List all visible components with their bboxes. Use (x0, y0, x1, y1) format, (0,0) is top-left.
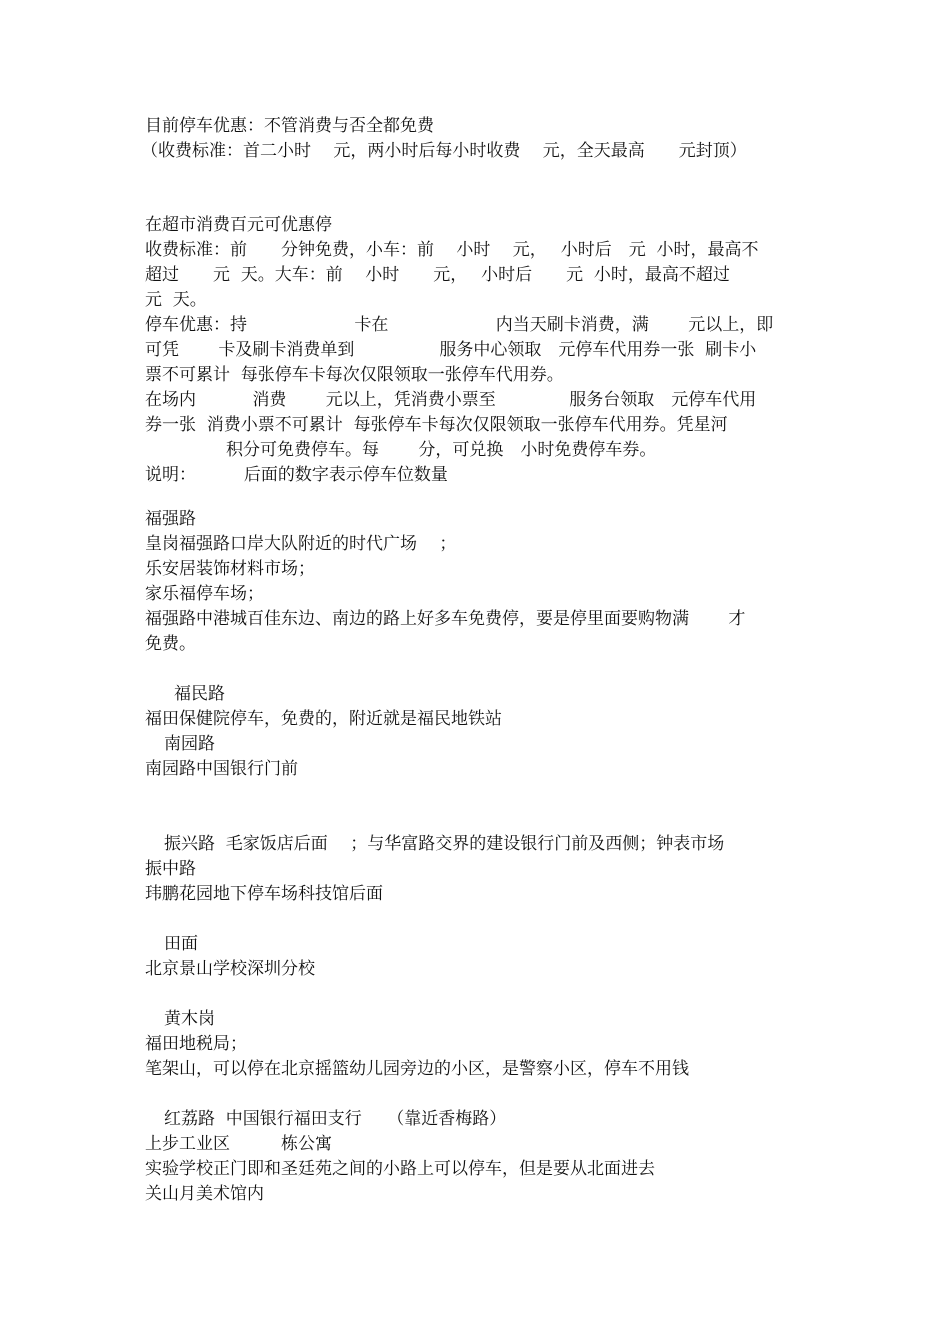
text-line: 可凭 卡及刷卡消费单到 服务中心领取 元停车代用券一张 刷卡小 (145, 340, 757, 360)
text-line: 在超市消费百元可优惠停 (145, 215, 332, 235)
text-line: 元 天。 (145, 290, 207, 310)
text-line: 说明： 后面的数字表示停车位数量 (145, 465, 448, 485)
section-heading: 红荔路 中国银行福田支行 （靠近香梅路） (164, 1109, 507, 1129)
text-line: 笔架山，可以停在北京摇篮幼儿园旁边的小区，是警察小区，停车不用钱 (145, 1059, 689, 1079)
text-line: 免费。 (145, 634, 196, 654)
text-line: 南园路中国银行门前 (145, 759, 298, 779)
text-line: 玮鹏花园地下停车场科技馆后面 (145, 884, 383, 904)
text-line: 目前停车优惠：不管消费与否全都免费 (145, 116, 434, 136)
section-heading: 田面 (164, 934, 198, 954)
section-heading: 福民路 (174, 684, 225, 704)
text-line: 实验学校正门即和圣廷苑之间的小路上可以停车，但是要从北面进去 (145, 1159, 655, 1179)
text-line: 乐安居装饰材料市场； (145, 559, 315, 579)
section-heading: 南园路 (164, 734, 215, 754)
text-line: 关山月美术馆内 (145, 1184, 264, 1204)
text-line: 上步工业区 栋公寓 (145, 1134, 332, 1154)
section-heading: 黄木岗 (164, 1009, 215, 1029)
section-heading: 振兴路 毛家饭店后面 ；与华富路交界的建设银行门前及西侧；钟表市场 (164, 834, 725, 854)
text-line: 超过 元 天。大车：前 小时 元， 小时后 元 小时，最高不超过 (145, 265, 730, 285)
text-line: 家乐福停车场； (145, 584, 264, 604)
section-heading: 福强路 (145, 509, 196, 529)
text-line: 皇岗福强路口岸大队附近的时代广场 ； (145, 534, 457, 554)
text-line: 票不可累计 每张停车卡每次仅限领取一张停车代用券。 (145, 365, 564, 385)
text-line: 福强路中港城百佳东边、南边的路上好多车免费停，要是停里面要购物满 才 (145, 609, 746, 629)
text-line: 福田保健院停车，免费的，附近就是福民地铁站 (145, 709, 502, 729)
section-heading: 振中路 (145, 859, 196, 879)
text-line: 券一张 消费小票不可累计 每张停车卡每次仅限领取一张停车代用券。凭星河 (145, 415, 728, 435)
text-line: 北京景山学校深圳分校 (145, 959, 315, 979)
text-line: 在场内 消费 元以上，凭消费小票至 服务台领取 元停车代用 (145, 390, 757, 410)
text-line: 收费标准：前 分钟免费，小车：前 小时 元， 小时后 元 小时，最高不 (145, 240, 759, 260)
text-line: 停车优惠：持 卡在 内当天刷卡消费，满 元以上，即 (145, 315, 774, 335)
text-line: 福田地税局； (145, 1034, 247, 1054)
text-line: 积分可免费停车。每 分，可兑换 小时免费停车券。 (226, 440, 657, 460)
text-line: （收费标准：首二小时 元，两小时后每小时收费 元，全天最高 元封顶） (141, 141, 747, 161)
